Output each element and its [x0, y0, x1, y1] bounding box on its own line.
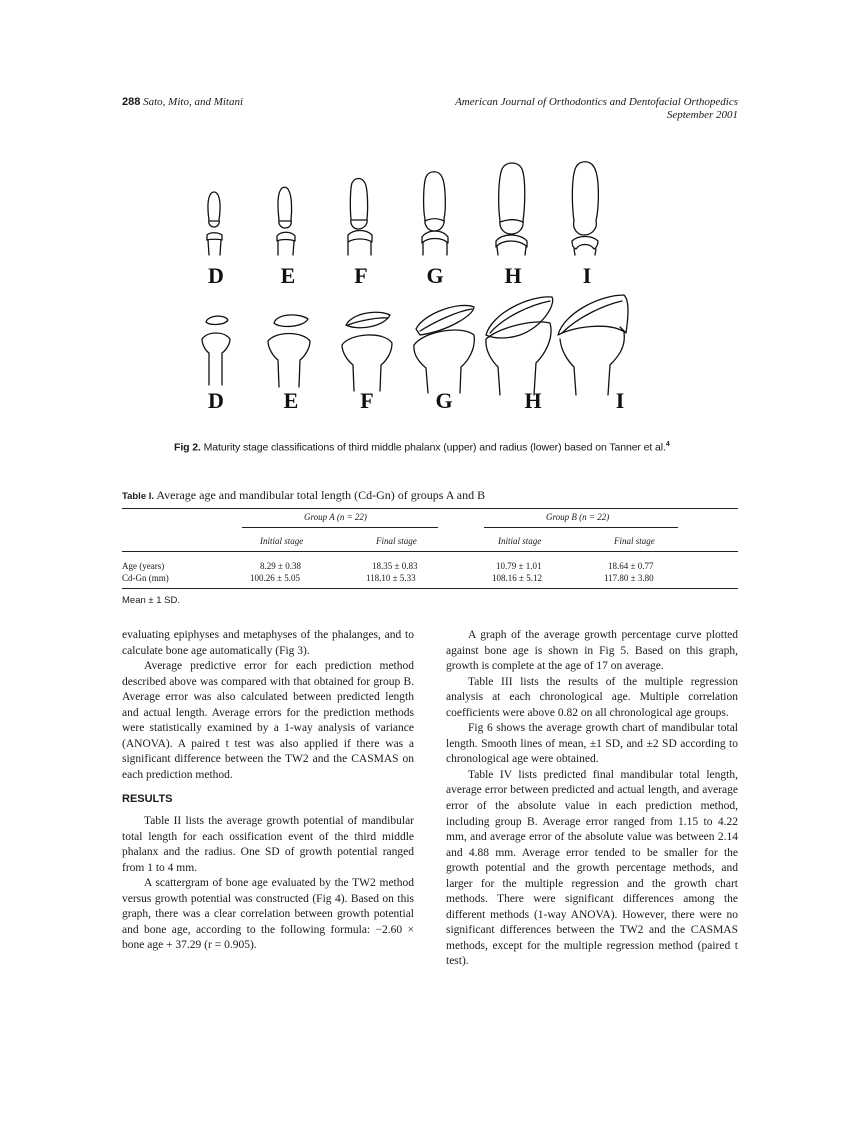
right-paragraph-4: Table IV lists predicted final mandibular total length, average error between predicted and actual length, and average error of the absolute value in each prediction method, including group B. Average error ranged from 1.15 to 4.22 mm, and average error of the absolute value was between 2.14 and 4.88 mm. Average error tended to be smaller for the growth potential and the growth percentage methods, and larger for the multiple regression and the growth chart methods. There were significant differences among the different methods (1-way ANOVA). However, there were no significant differences between the TW2 and the CASMAS methods, except for the multiple regression method (paired t test).: [446, 768, 738, 968]
journal-title: American Journal of Orthodontics and Dentofacial Orthopedics: [455, 96, 738, 108]
lower-label-e: E: [283, 388, 299, 413]
left-paragraph-2: Average predictive error for each prediction method described above was compared with that obtained for group B. Average error was also calculated between predicted length and actual length. Average errors for the prediction methods were statistically examined by a 1-way analysis of variance (ANOVA). A paired t test was also applied if there was a significant difference between the TW2 and the CASMAS on each prediction method.: [122, 660, 414, 781]
right-paragraph-1: A graph of the average growth percentage curve plotted against bone age is shown in Fig 5. Based on this graph, growth is complete at the age of 17 on average.: [446, 629, 738, 673]
cdgn-a-initial: 100.26 ± 5.05: [250, 573, 300, 583]
figure-caption: [174, 438, 694, 455]
left-paragraph-4: A scattergram of bone age evaluated by the TW2 method versus growth potential was constructed (Fig 4). Based on this graph, there was a clear correlation between growth potential and bone age, according to the following formula: −2.60 × bone age + 37.29 (r = 0.905).: [122, 877, 414, 952]
phalanx-stage-d-drawing: [207, 192, 222, 255]
subheader-b-initial: Initial stage: [498, 536, 542, 546]
right-column: [446, 628, 738, 970]
table-label: Table I.: [122, 491, 155, 502]
phalanx-stage-g-drawing: [422, 172, 448, 255]
left-paragraph-1: evaluating epiphyses and metaphyses of the phalanges, and to calculate bone age automatically (Fig 3).: [122, 629, 414, 657]
lower-label-f: F: [360, 388, 374, 413]
table-title-text: Average age and mandibular total length (Cd-Gn) of groups A and B: [156, 488, 486, 502]
figure-2-bone-stages: [180, 155, 680, 425]
radius-stage-h-drawing: [486, 297, 553, 395]
left-paragraph-3: Table II lists the average growth potential of mandibular total length for each ossification event of the third middle phalanx and the radius. One SD of growth potential ranged from 1 to 4 mm.: [122, 815, 414, 874]
upper-label-d: D: [208, 263, 224, 288]
phalanx-stage-e-drawing: [277, 187, 295, 255]
results-heading: RESULTS: [122, 793, 173, 806]
age-a-initial: 8.29 ± 0.38: [260, 561, 301, 571]
cdgn-b-initial: 108.16 ± 5.12: [492, 573, 542, 583]
right-paragraph-3: Fig 6 shows the average growth chart of mandibular total length. Smooth lines of mean, ±1 SD, and ±2 SD according to chronological age were obtained.: [446, 722, 738, 766]
row-label-age: Age (years): [122, 561, 165, 571]
table-top-rule: [122, 508, 738, 509]
subheader-a-initial: Initial stage: [260, 536, 304, 546]
phalanx-stage-i-drawing: [572, 162, 598, 255]
table-bottom-rule: [122, 588, 738, 589]
running-header-left: [122, 96, 243, 108]
upper-label-f: F: [354, 263, 368, 288]
lower-label-d: D: [208, 388, 224, 413]
radius-stage-e-drawing: [268, 315, 310, 387]
upper-label-i: I: [582, 263, 592, 288]
phalanx-stage-h-drawing: [496, 163, 527, 255]
caption-label: Fig 2.: [174, 441, 201, 454]
subheader-a-final: Final stage: [376, 536, 417, 546]
group-a-header: Group A (n = 22): [304, 512, 367, 522]
radius-stage-f-drawing: [342, 312, 392, 391]
lower-label-i: I: [615, 388, 625, 413]
radius-stage-d-drawing: [202, 316, 230, 385]
radius-stage-i-drawing: [558, 295, 628, 395]
phalanx-stage-f-drawing: [348, 179, 372, 256]
table-title: [122, 488, 485, 503]
issue-date: September 2001: [666, 109, 738, 121]
left-column: [122, 628, 414, 954]
cdgn-b-final: 117.80 ± 3.80: [604, 573, 654, 583]
age-b-final: 18.64 ± 0.77: [608, 561, 654, 571]
group-b-rule: [484, 527, 678, 528]
upper-label-g: G: [426, 263, 444, 288]
cdgn-a-final: 118.10 ± 5.33: [366, 573, 416, 583]
upper-label-h: H: [504, 263, 522, 288]
row-label-cdgn: Cd-Gn (mm): [122, 573, 169, 583]
author-names: Sato, Mito, and Mitani: [143, 96, 244, 108]
table-header-rule: [122, 551, 738, 552]
running-header-right: [455, 96, 738, 122]
age-b-initial: 10.79 ± 1.01: [496, 561, 542, 571]
group-b-header: Group B (n = 22): [546, 512, 610, 522]
lower-label-g: G: [435, 388, 453, 413]
caption-reference: 4: [665, 441, 670, 448]
group-a-rule: [242, 527, 438, 528]
age-a-final: 18.35 ± 0.83: [372, 561, 418, 571]
table-footnote: Mean ± 1 SD.: [122, 595, 181, 606]
radius-stage-g-drawing: [414, 305, 474, 393]
lower-label-h: H: [524, 388, 542, 413]
right-paragraph-2: Table III lists the results of the multiple regression analysis at each chronological age. Multiple correlation coefficients were above 0.82 on all chronological age groups.: [446, 675, 738, 719]
page-number: 288: [122, 96, 141, 108]
caption-text: Maturity stage classifications of third middle phalanx (upper) and radius (lower) based on Tanner et al.: [203, 441, 666, 454]
upper-label-e: E: [280, 263, 296, 288]
subheader-b-final: Final stage: [614, 536, 655, 546]
